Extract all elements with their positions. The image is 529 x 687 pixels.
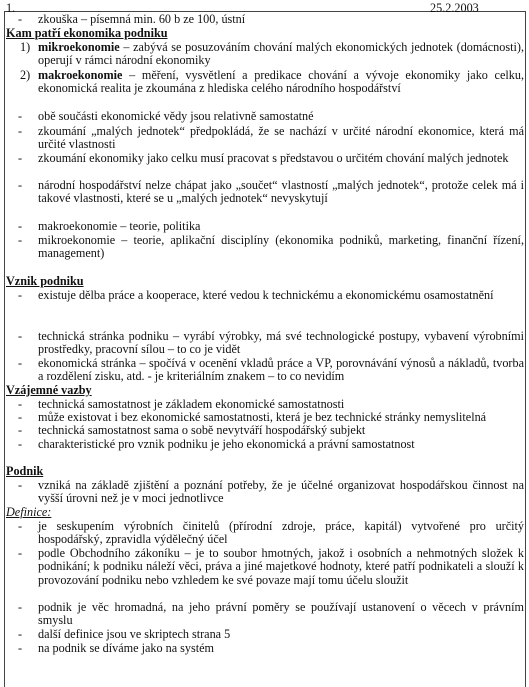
list-item-text: obě součásti ekonomické vědy jsou relativně samostatné xyxy=(38,109,314,123)
list-item-text: zkoumání „malých jednotek“ předpokládá, že se nachází v určité národní ekonomice, která má určité vlastnosti xyxy=(38,124,524,152)
list-item: - obě součásti ekonomické vědy jsou relativně samostatné xyxy=(18,110,524,123)
list-item: - národní hospodářství nelze chápat jako „součet“ vlastností „malých jednotek“, protože celek má i takové vlastnosti, které se u „malých jednotek“ nevyskytují xyxy=(18,178,524,206)
list-item-text: národní hospodářství nelze chápat jako „součet“ vlastností „malých jednotek“, protože celek má i takové vlastnosti, které se u „malých jednotek“ nevyskytují xyxy=(38,178,524,206)
list-item: - další definice jsou ve skriptech strana 5 xyxy=(18,628,524,641)
lecture-date: 25.2.2003 xyxy=(430,1,479,15)
list-item-text: technická stránka podniku – vyrábí výrobky, má své technologické postupy, vybavení výrobními prostředky, pracovní sílou – to co je vidět xyxy=(38,329,524,357)
section-heading: Vznik podniku xyxy=(6,274,84,288)
list-item: - ekonomická stránka – spočívá v ocenění vkladů práce a VP, porovnávání výnosů a nákladů, tvorba a rozdělení zisku, atd. - je kriteriálním znakem – to co nevidím xyxy=(18,356,524,384)
list-item: - makroekonomie – teorie, politika xyxy=(18,220,524,233)
list-item-text: ekonomická stránka – spočívá v ocenění vkladů práce a VP, porovnávání výnosů a nákladů, tvorba a rozdělení zisku, atd. - je kriteriálním znakem – to co nevidím xyxy=(38,356,524,384)
list-item: - technická samostatnost je základem ekonomické samostatnosti xyxy=(18,398,524,411)
page-border-right xyxy=(525,11,526,687)
list-item-text: je seskupením výrobních činitelů (přírodní zdroje, práce, kapitál) vytvořené pro určitý hospodářský, zpravidla výdělečný účel xyxy=(38,519,524,547)
definition-label: Definice: xyxy=(6,505,52,519)
list-item: - podnik je věc hromadná, na jeho právní poměry se používají ustanovení o věcech v právním smyslu xyxy=(18,600,524,628)
list-item-text: podnik je věc hromadná, na jeho právní poměry se používají ustanovení o věcech v právním smyslu xyxy=(38,600,524,628)
list-item: - zkoumání „malých jednotek“ předpokládá, že se nachází v určité národní ekonomice, která má určité vlastnosti xyxy=(18,124,524,152)
numbered-item xyxy=(18,41,524,68)
page-border-left xyxy=(4,11,5,687)
list-item: - vzniká na základě zjištění a poznání potřeby, že je účelné organizovat hospodářskou činnost na vyšší úrovni než je v moci jednotlivce xyxy=(18,478,524,506)
list-item-text: podle Obchodního zákoníku – je to soubor hmotných, jakož i osobních a nehmotných složek k podnikání; k podniku náleží věci, práva a jiné majetkové hodnoty, které patří podnikateli a slouží k provozování podniku nebo vzhledem ke své povaze mají tomu účelu sloužit xyxy=(38,546,524,587)
list-item: - zkouška – písemná min. 60 b ze 100, ústní xyxy=(18,13,524,26)
term: mikroekonomie xyxy=(38,40,120,54)
list-item: - je seskupením výrobních činitelů (přírodní zdroje, práce, kapitál) vytvořené pro určitý hospodářský, zpravidla výdělečný účel xyxy=(18,519,524,547)
definition-text: – zabývá se posuzováním chování malých ekonomických jednotek (domácnosti), operují v rámci národní ekonomiky xyxy=(38,40,524,68)
list-item: - zkoumání ekonomiky jako celku musí pracovat s představou o určitém chování malých jednotek xyxy=(18,152,524,165)
list-item-text: zkouška – písemná min. 60 b ze 100, ústní xyxy=(38,12,246,26)
list-item-text: existuje dělba práce a kooperace, které vedou k technickému a ekonomickému osamostatnění xyxy=(38,288,494,302)
list-item-text: makroekonomie – teorie, politika xyxy=(38,219,201,233)
list-item: - podle Obchodního zákoníku – je to soubor hmotných, jakož i osobních a nehmotných složek k podnikání; k podniku náleží věci, práva a jiné majetkové hodnoty, které patří podnikateli a slouží k provozování podniku nebo vzhledem ke své povaze mají tomu účelu sloužit xyxy=(18,546,524,587)
list-item-text: zkoumání ekonomiky jako celku musí pracovat s představou o určitém chování malých jednotek xyxy=(38,151,509,165)
list-item: - technická stránka podniku – vyrábí výrobky, má své technologické postupy, vybavení výrobními prostředky, pracovní sílou – to co je vidět xyxy=(18,329,524,357)
list-item: - může existovat i bez ekonomické samostatnosti, která je bez technické stránky nemyslitelná xyxy=(18,411,524,424)
list-item-text: mikroekonomie – teorie, aplikační disciplíny (ekonomika podniků, marketing, finanční řízení, management) xyxy=(38,233,524,261)
list-item: - na podnik se díváme jako na systém xyxy=(18,642,524,655)
list-item-text: může existovat i bez ekonomické samostatnosti, která je bez technické stránky nemyslitelná xyxy=(38,410,487,424)
section-heading: Vzájemné vazby xyxy=(6,383,92,397)
list-item-text: vzniká na základě zjištění a poznání potřeby, že je účelné organizovat hospodářskou činnost na vyšší úrovni než je v moci jednotlivce xyxy=(38,478,524,506)
section-heading: Kam patří ekonomika podniku xyxy=(6,26,168,40)
list-item: - charakteristické pro vznik podniku je jeho ekonomická a právní samostatnost xyxy=(18,438,524,451)
definition-text: – měření, vysvětlení a predikace chování a vývoje ekonomiky jako celku, ekonomická realita je zkoumána z hlediska celého národního hospodářství xyxy=(38,68,524,96)
term: makroekonomie xyxy=(38,68,123,82)
page-number: 1. xyxy=(6,1,16,15)
section-heading: Podnik xyxy=(6,464,44,478)
list-item-text: technická samostatnost sama o sobě nevytváří hospodářský subjekt xyxy=(38,423,366,437)
list-item: - mikroekonomie – teorie, aplikační disciplíny (ekonomika podniků, marketing, finanční řízení, management) xyxy=(18,233,524,261)
list-item-text: charakteristické pro vznik podniku je jeho ekonomická a právní samostatnost xyxy=(38,437,415,451)
list-item-text: technická samostatnost je základem ekonomické samostatnosti xyxy=(38,397,345,411)
list-item-text: další definice jsou ve skriptech strana 5 xyxy=(38,627,231,641)
list-item: - technická samostatnost sama o sobě nevytváří hospodářský subjekt xyxy=(18,424,524,437)
list-item-text: na podnik se díváme jako na systém xyxy=(38,641,215,655)
item-number: 1) xyxy=(20,40,31,54)
list-item: - existuje dělba práce a kooperace, které vedou k technickému a ekonomickému osamostatnění xyxy=(18,289,524,302)
item-number: 2) xyxy=(20,68,31,82)
numbered-item xyxy=(18,69,524,96)
